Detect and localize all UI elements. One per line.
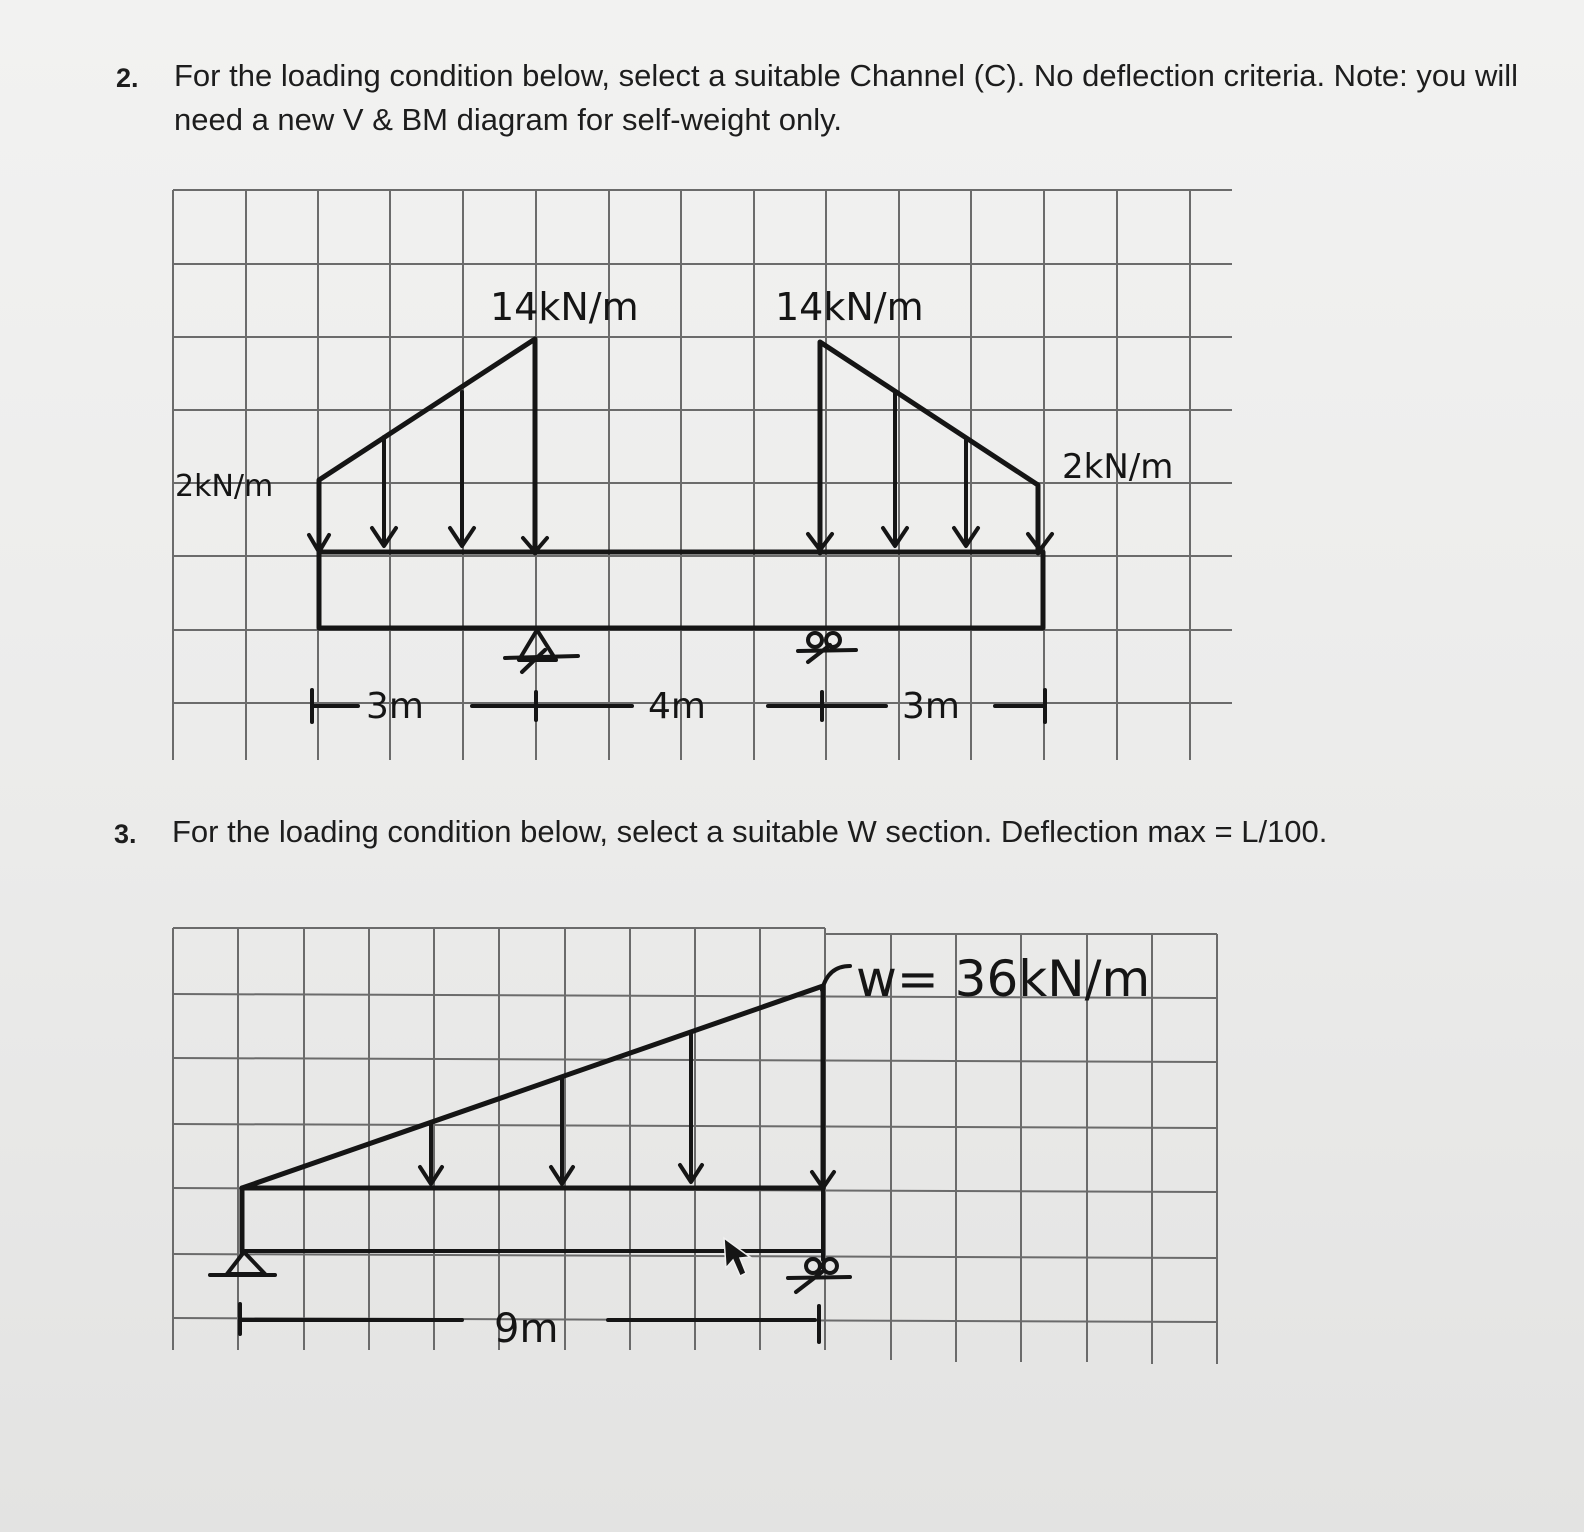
- q2-load-arrow-7: [954, 440, 978, 546]
- q3-load-arrow-3: [680, 1032, 702, 1182]
- q3-roller-support: [788, 1259, 850, 1292]
- q2-load-arrow-1: [372, 437, 396, 546]
- question-2-text: For the loading condition below, select a suitable Channel (C). No deflection criteria. Note: you will need a new V & BM diagram for self-weight only.: [174, 58, 1519, 137]
- q2-right-end-load-label: 2kN/m: [1062, 447, 1174, 487]
- q3-load-profile: [242, 986, 823, 1252]
- q2-left-load-profile: [319, 339, 535, 553]
- q3-span-label: 9m: [494, 1306, 559, 1352]
- q3-peak-load-label: w= 36kN/m: [856, 950, 1151, 1008]
- q2-load-arrow-2: [450, 392, 474, 546]
- question-3-text: For the loading condition below, select a suitable W section. Deflection max = L/100.: [172, 814, 1328, 849]
- q3-load-arrow-2: [551, 1077, 573, 1184]
- q2-right-load-profile: [820, 342, 1038, 553]
- q2-span-2-label: 4m: [648, 686, 706, 727]
- question-2-number: 2.: [116, 63, 139, 93]
- q3-pin-support: [210, 1252, 275, 1275]
- q2-pin-support: [505, 630, 578, 672]
- q2-load-arrow-6: [883, 392, 907, 546]
- mouse-cursor-icon: [724, 1238, 750, 1276]
- q2-left-peak-load-label: 14kN/m: [490, 285, 639, 329]
- q2-left-end-load-label: 2kN/m: [175, 469, 274, 504]
- q3-load-arrow-1: [420, 1124, 442, 1184]
- q2-span-3-label: 3m: [902, 686, 960, 727]
- q3-peak-load-leader: [822, 966, 850, 990]
- q2-load-arrow-3: [309, 530, 329, 552]
- q2-span-1-label: 3m: [366, 686, 424, 727]
- question-3-number: 3.: [114, 819, 137, 849]
- q2-right-peak-load-label: 14kN/m: [775, 285, 924, 329]
